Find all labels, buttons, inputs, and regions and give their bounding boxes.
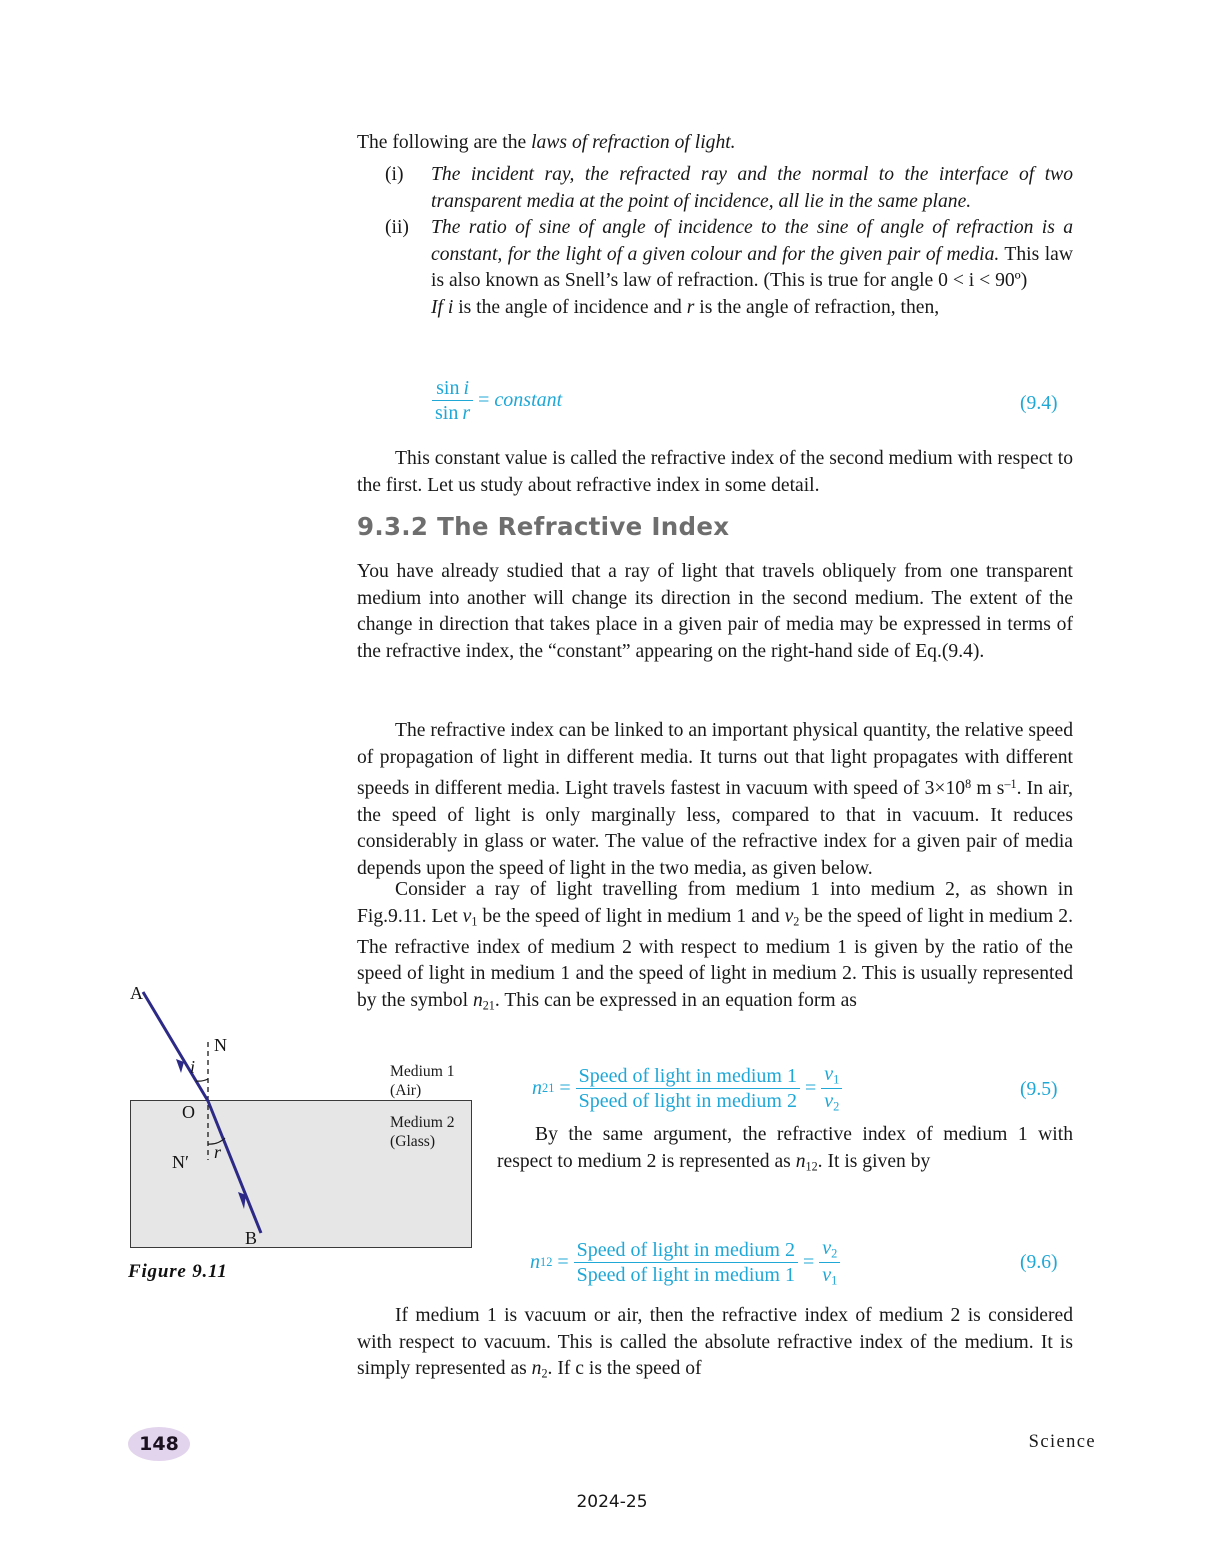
paragraph-5 — [357, 1303, 1073, 1387]
angle-i-arc — [196, 1079, 208, 1081]
paragraph-after-eq94: This constant value is called the refractive index of the second medium with respect to the first. Let us study about refractive index in some detail. — [357, 448, 1073, 496]
equation-number-9-6: (9.6) — [1020, 1252, 1058, 1273]
normal-n-prime-label: N′ — [172, 1152, 189, 1172]
point-o-label: O — [182, 1102, 195, 1122]
paragraph-3-part-b: be the speed of light in medium 1 and — [477, 905, 785, 927]
eq95-denominator: Speed of light in medium 2 — [576, 1088, 800, 1112]
figure-caption: Figure 9.11 — [128, 1261, 228, 1282]
medium-1-material: (Air) — [390, 1082, 422, 1099]
angle-r-label: r — [214, 1142, 222, 1162]
law-1-text: The incident ray, the refracted ray and the normal to the interface of two transparent media at the point of incidence, all lie in the same plane. — [431, 164, 1073, 212]
list-item — [385, 162, 1073, 215]
symbol-n2: n — [531, 1358, 542, 1380]
eq95-equals-1: = — [559, 1077, 571, 1100]
point-a-label: A — [130, 983, 143, 1003]
paragraph-5-part-b: . If c is the speed of — [547, 1358, 702, 1380]
paragraph-2-part-c: . In air, the speed of light is only marginally less, compared to that in vacuum. It reduces considerably in glass or water. The value of the refractive index for a given pair of media depends upon the speed of light in the two media, as given below. — [357, 778, 1073, 880]
eq95-v-numerator: $v_1$ — [824, 1063, 840, 1087]
law-2-note: This law is also known as Snell’s law of refraction. (This is true for angle 0 < i < 90º) — [431, 243, 1073, 292]
exponent-8: 8 — [965, 777, 972, 792]
eq95-equals-2: = — [804, 1077, 817, 1100]
eq96-v-denominator: $v_1$ — [819, 1262, 840, 1288]
incident-ray-line — [143, 992, 208, 1101]
paragraph-2-part-a: The refractive index can be linked to an important physical quantity, the relative speed of propagation of light in different media. It turns out that light propagates with different speeds in different media. Light travels fastest in vacuum with speed of 3×10 — [357, 720, 1073, 800]
footer-subject: Science — [1028, 1432, 1096, 1452]
symbol-v1: v — [462, 905, 472, 927]
medium-2-name: Medium 2 — [390, 1114, 455, 1131]
paragraph-3-part-d: . This can be expressed in an equation form as — [494, 989, 857, 1011]
paragraph-4 — [497, 1122, 1073, 1180]
symbol-n21: n — [472, 989, 483, 1011]
paragraph-1: You have already studied that a ray of light that travels obliquely from one transparent medium into another will change its direction in the second medium. The extent of the change in direction that takes place in a given pair of media may be expressed in terms of the refractive index, the “constant” appearing on the right-hand side of Eq.(9.4). — [357, 561, 1073, 662]
refracted-ray-arrowhead — [238, 1192, 246, 1209]
equation-number-9-5: (9.5) — [1020, 1079, 1058, 1100]
exponent-minus-1: –1 — [1004, 777, 1017, 792]
list-item — [385, 215, 1073, 321]
figure-9-11 — [118, 980, 488, 1290]
medium-2-label — [390, 1113, 455, 1151]
eq96-velocity-fraction — [819, 1237, 840, 1289]
paragraph-3-part-a: Consider a ray of light travelling from medium 1 into medium 2, as shown in Fig.9.11. Let — [357, 879, 1073, 927]
equals-sign: = — [478, 389, 490, 412]
eq95-velocity-fraction — [821, 1063, 842, 1115]
section-heading: 9.3.2 The Refractive Index — [357, 512, 730, 541]
fraction-denominator: sin r — [432, 400, 473, 424]
eq96-equals-2: = — [802, 1251, 815, 1274]
law-2-text: The ratio of sine of angle of incidence to the sine of angle of refraction is a constant, for the light of a given colour and for the given pair of media. — [431, 217, 1073, 265]
equation-9-4 — [432, 377, 562, 425]
eq95-lhs-sub: 21 — [542, 1081, 555, 1096]
medium-1-label — [390, 1062, 455, 1100]
angle-i-label: i — [190, 1057, 196, 1077]
paragraph-5-part-a: If medium 1 is vacuum or air, then the refractive index of medium 2 is considered with respect to vacuum. This is called the absolute refractive index of the medium. It is simply represented as — [357, 1305, 1073, 1380]
eq96-v-numerator: $v_2$ — [822, 1237, 838, 1261]
list-marker: (ii) — [385, 217, 409, 239]
eq96-denominator: Speed of light in medium 1 — [574, 1262, 798, 1286]
paragraph-4-part-b: . It is given by — [817, 1150, 931, 1172]
intro-lead-italic: laws of refraction of light. — [531, 132, 736, 153]
equation-9-6 — [530, 1237, 840, 1289]
symbol-v1-sub: 1 — [471, 913, 478, 928]
refracted-ray-line — [208, 1101, 261, 1233]
list-marker: (i) — [385, 164, 404, 185]
eq96-lhs-sub: 12 — [540, 1255, 553, 1270]
symbol-n21-sub: 21 — [482, 998, 495, 1013]
law-2-followup: If i is the angle of incidence and r is the angle of refraction, then, — [431, 296, 940, 318]
eq96-equals-1: = — [557, 1251, 569, 1274]
point-b-label: B — [245, 1228, 258, 1248]
symbol-n12: n — [795, 1150, 806, 1172]
paragraph-2 — [357, 718, 1073, 883]
equation-9-5 — [532, 1063, 842, 1115]
medium-1-name: Medium 1 — [390, 1063, 455, 1080]
equation-rhs: constant — [494, 389, 563, 412]
paragraph-3-part-c: be the speed of light in medium 2. The refractive index of medium 2 with respect to medium 1 is given by the ratio of the speed of light in medium 1 and the speed of light in medium 2. This is usually represented by the symbol — [357, 905, 1073, 1011]
page-number-badge: 148 — [128, 1427, 190, 1461]
symbol-v2: v — [784, 905, 794, 927]
medium-2-material: (Glass) — [390, 1133, 436, 1150]
footer-year: 2024-25 — [576, 1492, 648, 1512]
normal-n-label: N — [214, 1035, 227, 1055]
paragraph-4-part-a: By the same argument, the refractive index of medium 1 with respect to medium 2 is represented as — [497, 1124, 1073, 1172]
eq96-numerator: Speed of light in medium 2 — [576, 1238, 795, 1261]
fraction-numerator: sin i — [436, 377, 470, 399]
intro-line — [357, 130, 1073, 157]
symbol-n2-sub: 2 — [541, 1366, 548, 1381]
eq96-speed-fraction — [574, 1239, 798, 1287]
eq95-speed-fraction — [576, 1065, 800, 1113]
eq95-lhs-symbol: n — [532, 1077, 542, 1100]
laws-of-refraction-list — [385, 162, 1073, 322]
equation-number-9-4: (9.4) — [1020, 393, 1058, 414]
intro-lead: The following are the — [357, 132, 532, 153]
eq95-numerator: Speed of light in medium 1 — [578, 1064, 797, 1087]
eq95-v-denominator: $v_2$ — [821, 1088, 842, 1114]
symbol-n12-sub: 12 — [805, 1158, 818, 1173]
sin-ratio-fraction — [432, 377, 473, 425]
eq96-lhs-symbol: n — [530, 1251, 540, 1274]
symbol-v2-sub: 2 — [793, 913, 800, 928]
paragraph-2-part-b: m s — [971, 778, 1005, 800]
